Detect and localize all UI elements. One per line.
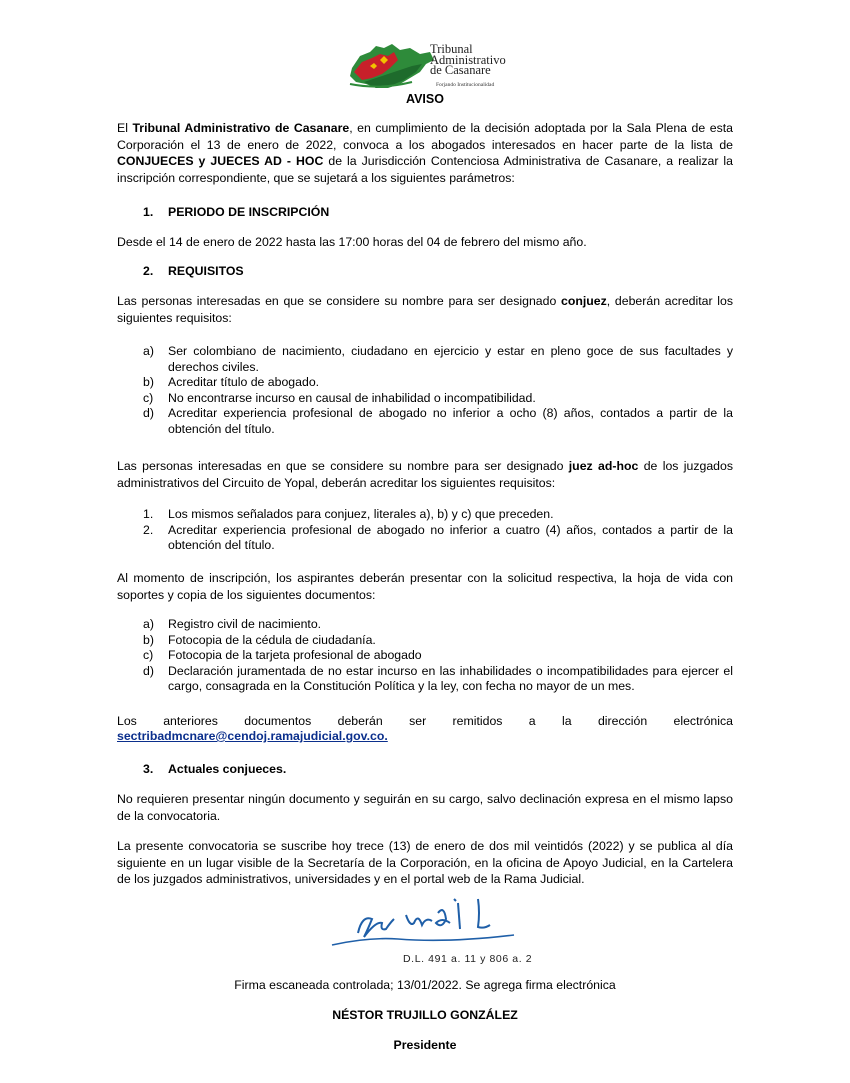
signer-name: NÉSTOR TRUJILLO GONZÁLEZ <box>332 1008 518 1022</box>
list-marker: d) <box>143 406 154 421</box>
list-item <box>143 648 733 664</box>
section-3-heading <box>143 762 286 776</box>
list-text: No encontrarse incurso en causal de inhabilidad o incompatibilidad. <box>168 390 536 405</box>
section-3-number: 3. <box>143 762 154 776</box>
send-documents-text: Los anteriores documentos deberán ser remitidos a la dirección electrónica <box>117 714 733 728</box>
tribunal-logo <box>340 38 515 98</box>
list-marker: c) <box>143 390 154 405</box>
section-2-heading <box>143 264 244 278</box>
documents-list <box>143 617 733 695</box>
section-1-heading <box>143 205 329 219</box>
adhoc-intro-b: de los juzgados administrativos del Circuito de Yopal, deberán acreditar los siguientes requisitos: <box>117 459 734 490</box>
logo-tagline: Forjando Institucionalidad <box>436 82 495 88</box>
adhoc-intro-a: Las personas interesadas en que se considere su nombre para ser designado <box>117 459 569 473</box>
conjuez-intro-a: Las personas interesadas en que se considere su nombre para ser designado <box>117 294 562 308</box>
intro-text-2: , en cumplimiento de la decisión adoptada por la Sala Plena de esta Corporación el 13 de enero de 2022, convoca a los abogados interesados en hacer parte de la lista de <box>117 121 733 152</box>
email-link[interactable]: sectribadmcnare@cendoj.ramajudicial.gov.co. <box>117 729 388 743</box>
list-text: Acreditar experiencia profesional de abogado no inferior a ocho (8) años, contados a partir de la obtención del título. <box>168 406 733 436</box>
list-marker: d) <box>143 663 154 678</box>
list-text: Fotocopia de la cédula de ciudadanía. <box>168 632 376 647</box>
list-item <box>143 507 733 523</box>
adhoc-requirements-list <box>143 507 733 554</box>
conjuez-intro-b: , deberán acreditar los siguientes requisitos: <box>117 294 734 325</box>
logo-line-2: Administrativo <box>430 52 506 67</box>
logo-line-1: Tribunal <box>430 42 473 56</box>
closing-paragraph: La presente convocatoria se suscribe hoy trece (13) de enero de dos mil veintidós (2022) y se publica al día siguiente en un lugar visible de la Secretaría de la Corporación, en la oficina de Apoyo Judicial, en la Cartelera de los juzgados administrativos, universidades y en el portal web de la Rama Judicial. <box>117 839 733 887</box>
list-marker: c) <box>143 648 154 663</box>
list-text: Ser colombiano de nacimiento, ciudadano en ejercicio y estar en pleno goce de sus facultades y derechos civiles. <box>168 344 733 374</box>
list-item <box>143 523 733 554</box>
section-3-title: Actuales conjueces. <box>168 762 287 776</box>
signature-block <box>328 893 518 953</box>
list-marker: a) <box>143 344 154 358</box>
list-item <box>143 406 733 437</box>
list-item <box>143 633 733 649</box>
section-1-text: Desde el 14 de enero de 2022 hasta las 17:00 horas del 04 de febrero del mismo año. <box>117 235 587 249</box>
adhoc-intro <box>117 458 733 491</box>
list-item <box>143 391 733 407</box>
list-text: Acreditar experiencia profesional de abogado no inferior a cuatro (4) años, contados a partir de la obtención del título. <box>168 522 733 553</box>
list-marker: a) <box>143 617 154 631</box>
list-text: Los mismos señalados para conjuez, literales a), b) y c) que preceden. <box>168 507 554 521</box>
intro-text-3: de la Jurisdicción Contenciosa Administrativa de Casanare, a realizar la inscripción correspondiente, que se sujetará a los siguientes parámetros: <box>117 154 733 185</box>
casanare-map-logo-icon <box>340 38 440 98</box>
list-item <box>143 664 733 695</box>
section-1-number: 1. <box>143 205 154 219</box>
list-text: Declaración juramentada de no estar incurso en las inhabilidades o incompatibilidades para ejercer el cargo, consagrada en la Constitución Política y la ley, con fecha no mayor de un mes. <box>168 663 733 694</box>
page-title: AVISO <box>406 92 444 106</box>
intro-paragraph <box>117 120 733 186</box>
list-item <box>143 375 733 391</box>
conjuez-term: conjuez <box>561 294 607 308</box>
intro-tribunal-name: Tribunal Administrativo de Casanare <box>132 121 350 135</box>
list-marker: b) <box>143 632 154 647</box>
section-2-number: 2. <box>143 264 154 278</box>
section-3-text: No requieren presentar ningún documento y seguirán en su cargo, salvo declinación expresa en el mismo lapso de la convocatoria. <box>117 792 733 823</box>
handwritten-signature-icon <box>328 893 518 953</box>
documents-intro: Al momento de inscripción, los aspirantes deberán presentar con la solicitud respectiva, la hoja de vida con soportes y copia de los siguientes documentos: <box>117 571 733 602</box>
signature-stamp: D.L. 491 a. 11 y 806 a. 2 <box>403 953 533 965</box>
list-text: Fotocopia de la tarjeta profesional de abogado <box>168 648 422 663</box>
signature-note: Firma escaneada controlada; 13/01/2022. Se agrega firma electrónica <box>234 978 616 992</box>
signer-role: Presidente <box>393 1038 457 1052</box>
logo-line-3: de Casanare <box>430 63 491 77</box>
logo-wordmark <box>430 44 506 76</box>
adhoc-term: juez ad-hoc <box>568 459 639 473</box>
section-2-title: REQUISITOS <box>168 264 244 278</box>
email-line <box>117 729 388 743</box>
section-1-title: PERIODO DE INSCRIPCIÓN <box>168 205 330 219</box>
conjuez-intro <box>117 293 733 326</box>
conjuez-requirements-list <box>143 344 733 438</box>
list-item <box>143 617 733 633</box>
list-marker: 1. <box>143 507 154 521</box>
list-text: Registro civil de nacimiento. <box>168 617 322 631</box>
intro-conjueces: CONJUECES y JUECES AD - HOC <box>117 154 324 169</box>
list-marker: b) <box>143 375 154 390</box>
intro-text-1: El <box>117 121 133 135</box>
list-text: Acreditar título de abogado. <box>168 375 320 390</box>
list-marker: 2. <box>143 522 154 537</box>
list-item <box>143 344 733 375</box>
